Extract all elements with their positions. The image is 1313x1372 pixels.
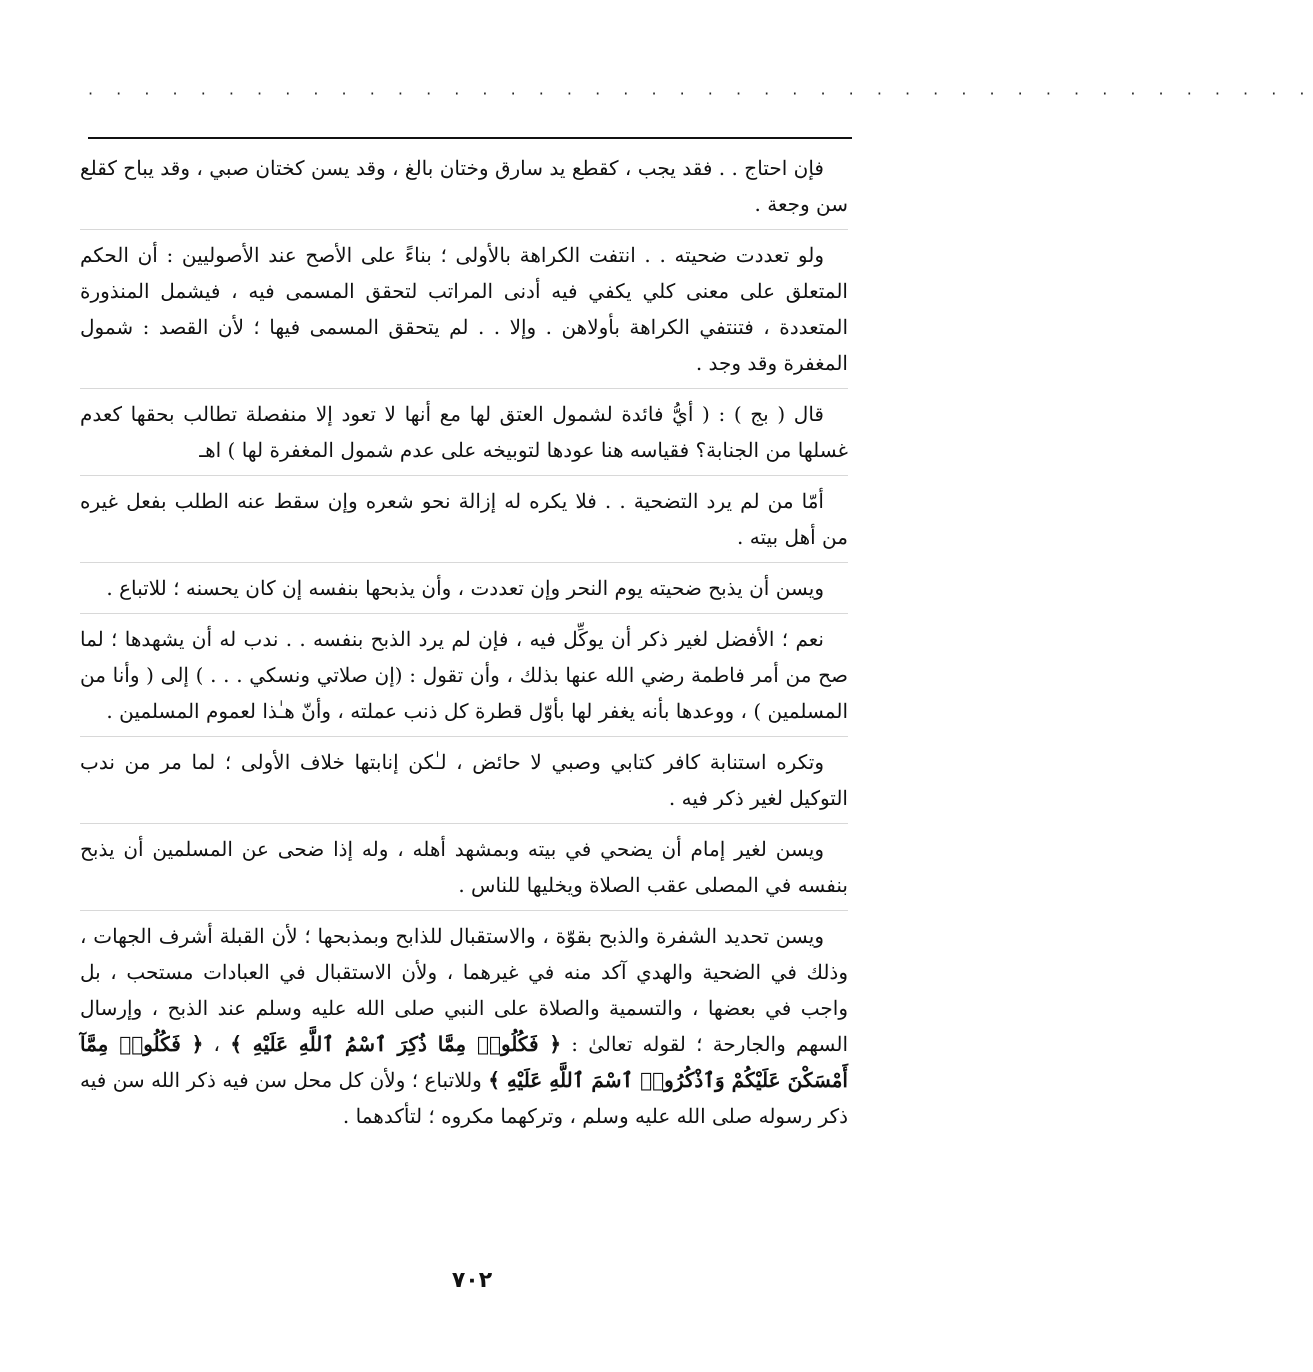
paragraph-7: وتكره استنابة كافر كتابي وصبي لا حائض ، لـٰكن إنابتها خلاف الأولى ؛ لما مر من ندب التوكيل لغير ذكر فيه . [80,750,848,810]
header-dotted-line: · · · · · · · · · · · · · · · · · · · · · · · · · · · · · · · · · · · · · · · · · · · · [88,84,1313,103]
paragraph-9-text-b: وللاتباع ؛ ولأن كل محل سن فيه ذكر الله سن فيه ذكر رسوله صلى الله عليه وسلم ، وتركهما مكروه ؛ لتأكدهما . [80,1068,848,1128]
paragraph-4: أمّا من لم يرد التضحية . . فلا يكره له إزالة نحو شعره وإن سقط عنه الطلب بفعل غيره من أهل بيته . [80,489,848,549]
quran-verse-1: ﴿ فَكُلُوا۟ مِمَّا ذُكِرَ ٱسْمُ ٱللَّهِ عَلَيْهِ ﴾ [230,1032,562,1056]
paragraph-divider [80,910,848,911]
paragraph-6: نعم ؛ الأفضل لغير ذكر أن يوكِّل فيه ، فإن لم يرد الذبح بنفسه . . ندب له أن يشهدها ؛ لما صح من أمر فاطمة رضي الله عنها بذلك ، وأن تقول : (إن صلاتي ونسكي . . . ) إلى ( وأنا من المسلمين ) ، ووعدها بأنه يغفر لها بأوّل قطرة كل ذنب عملته ، وأنّ هـٰذا لعموم المسلمين . [80,627,848,723]
paragraph-divider [80,823,848,824]
paragraph-2: ولو تعددت ضحيته . . انتفت الكراهة بالأولى ؛ بناءً على الأصح عند الأصوليين : أن الحكم المتعلق على معنى كلي يكفي فيه أدنى المراتب لتحقق المسمى فيه ، فيشمل المنذورة المتعددة ، فتنتفي الكراهة بأولاهن . وإلا . . لم يتحقق المسمى فيها ؛ لأن القصد : شمول المغفرة وقد وجد . [80,243,848,375]
paragraph-divider [80,736,848,737]
paragraph-divider [80,229,848,230]
header-rule [88,137,852,139]
paragraph-divider [80,613,848,614]
paragraph-9 [80,918,848,1134]
page-number: ٧٠٢ [451,1268,493,1293]
verse-separator: ، [213,1032,220,1056]
paragraph-9-text-a: ويسن تحديد الشفرة والذبح بقوّة ، والاستقبال للذابح وبمذبحها ؛ لأن القبلة أشرف الجهات ، وذلك في الضحية والهدي آكد منه في غيرهما ، ولأن الاستقبال في العبادات مستحب ، بل واجب في بعضها ، والتسمية والصلاة على النبي صلى الله عليه وسلم عند الذبح ، وإرسال السهم والجارحة ؛ لقوله تعالىٰ : [80,924,848,1056]
paragraph-divider [80,475,848,476]
paragraph-1: فإن احتاج . . فقد يجب ، كقطع يد سارق وختان بالغ ، وقد يسن كختان صبي ، وقد يباح كقلع سن وجعة . [80,156,848,216]
paragraph-8: ويسن لغير إمام أن يضحي في بيته وبمشهد أهله ، وله إذا ضحى عن المسلمين أن يذبح بنفسه في المصلى عقب الصلاة ويخليها للناس . [80,837,848,897]
paragraph-3: قال ( بج ) : ( أيُّ فائدة لشمول العتق لها مع أنها لا تعود إلا منفصلة تطالب بحقها كعدم غسلها من الجنابة؟ فقياسه هنا عودها لتوبيخه على عدم شمول المغفرة لها ) اهـ [80,402,848,462]
paragraph-5: ويسن أن يذبح ضحيته يوم النحر وإن تعددت ، وأن يذبحها بنفسه إن كان يحسنه ؛ للاتباع . [106,576,824,600]
quran-verse-2: ﴿ فَكُلُوا۟ مِمَّآ أَمْسَكْنَ عَلَيْكُمْ وَٱذْكُرُوا۟ ٱسْمَ ٱللَّهِ عَلَيْهِ ﴾ [80,1032,848,1092]
paragraph-divider [80,388,848,389]
page-body [80,150,848,1240]
paragraph-divider [80,562,848,563]
